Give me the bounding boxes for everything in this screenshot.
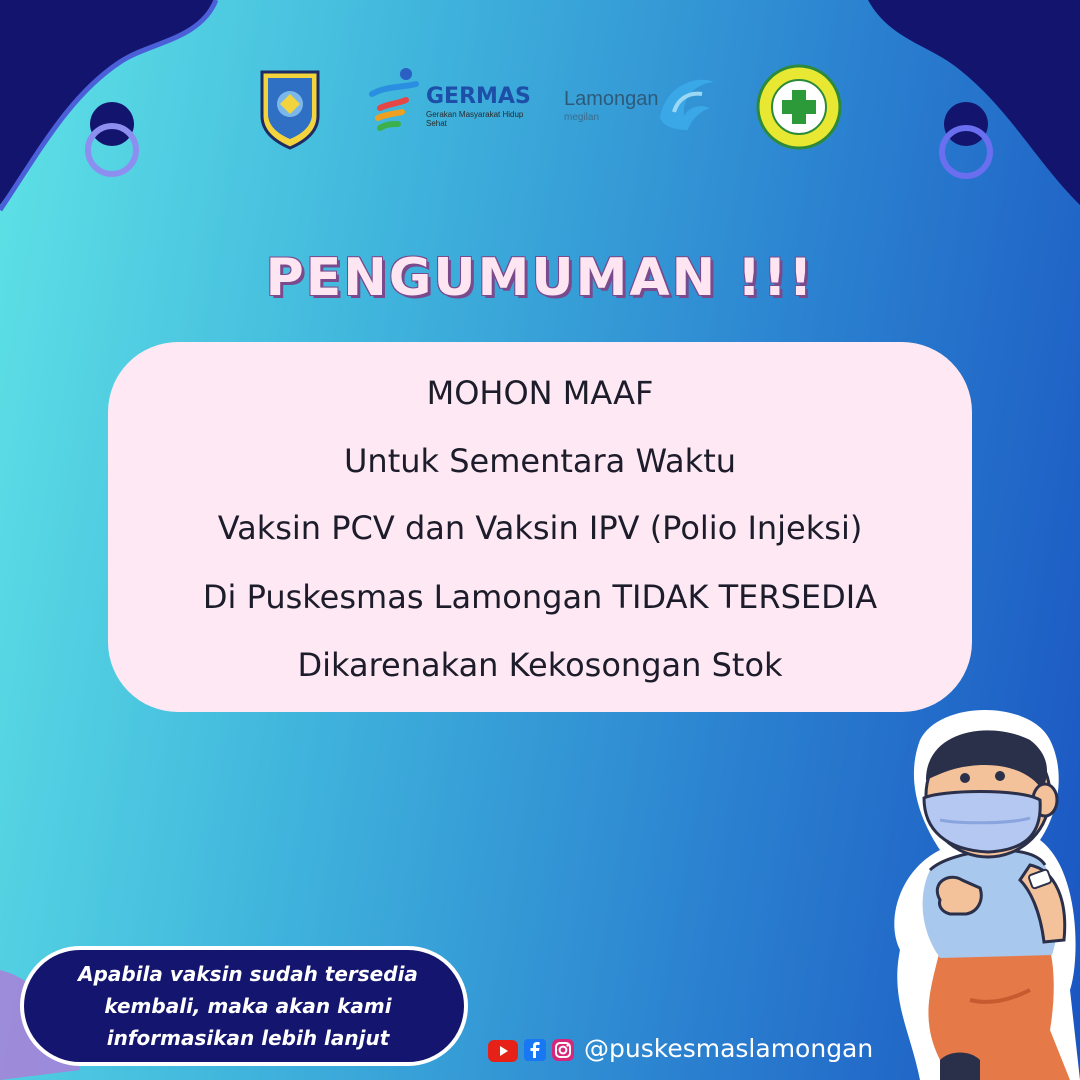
note-line: informasikan lebih lanjut	[106, 1026, 390, 1050]
instagram-icon[interactable]	[552, 1039, 574, 1061]
message-line: MOHON MAAF	[426, 374, 654, 412]
message-card	[108, 342, 972, 712]
lamongan-megilan-logo	[564, 64, 724, 144]
corner-decoration-top-left	[0, 0, 240, 230]
corner-decoration-top-right	[860, 0, 1080, 230]
social-handle[interactable]: @puskesmaslamongan	[584, 1034, 874, 1063]
announcement-title: PENGUMUMAN !!!	[265, 248, 815, 308]
vaccinated-person-illustration	[880, 700, 1080, 1080]
message-line: Di Puskesmas Lamongan TIDAK TERSEDIA	[202, 578, 878, 616]
wave-icon	[654, 68, 720, 134]
message-line: Vaksin PCV dan Vaksin IPV (Polio Injeksi)	[217, 509, 863, 547]
puskesmas-lamongan-logo	[756, 64, 842, 150]
note-line: kembali, maka akan kami	[104, 994, 392, 1018]
partner-logos	[250, 60, 850, 160]
message-line: Dikarenakan Kekosongan Stok	[297, 646, 783, 684]
facebook-icon[interactable]	[524, 1039, 546, 1061]
message-line: Untuk Sementara Waktu	[343, 442, 737, 480]
germas-subtitle: Gerakan Masyarakat Hidup Sehat	[426, 110, 524, 128]
note-line: Apabila vaksin sudah tersedia	[78, 962, 418, 986]
germas-title: GERMAS	[426, 84, 531, 109]
info-note	[20, 946, 468, 1066]
germas-figure-icon	[366, 64, 422, 140]
lamongan-logo-subtitle: megilan	[564, 112, 600, 123]
lamongan-logo-title: Lamongan	[564, 88, 659, 110]
lamongan-regency-shield-logo	[258, 66, 322, 150]
germas-logo	[366, 64, 531, 144]
youtube-icon[interactable]	[488, 1040, 518, 1062]
